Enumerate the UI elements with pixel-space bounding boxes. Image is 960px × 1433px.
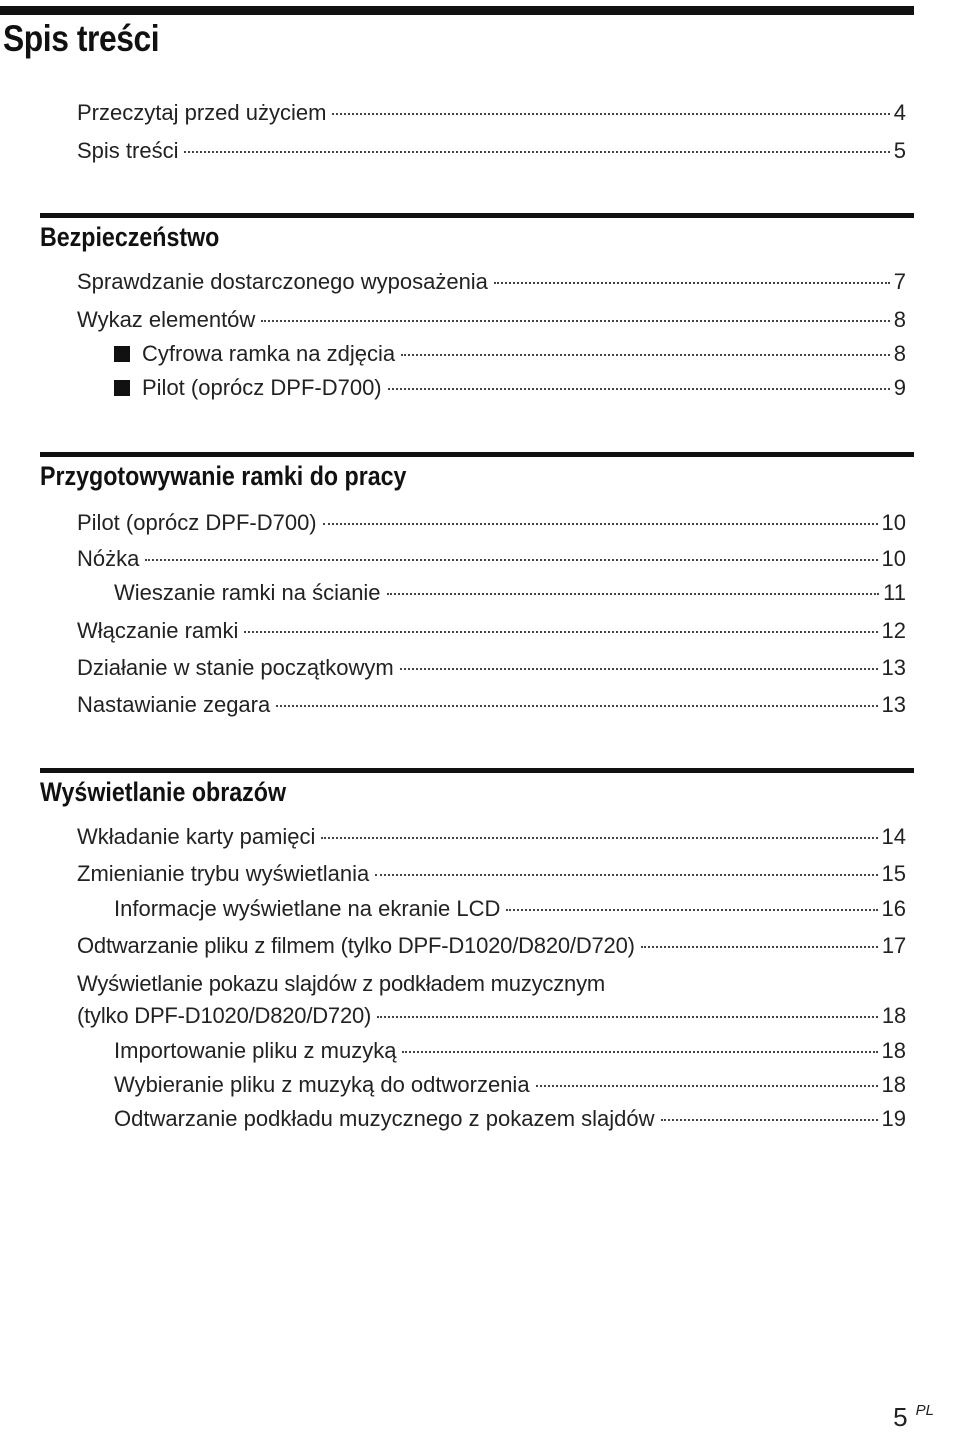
toc-entry[interactable] [77, 100, 906, 126]
toc-entry-page: 7 [893, 269, 906, 294]
toc-entry[interactable] [114, 341, 906, 367]
page-footer [893, 1402, 934, 1433]
toc-entry-label: Wybieranie pliku z muzyką do odtworzenia [114, 1072, 530, 1097]
toc-entry-label: (tylko DPF-D1020/D820/D720) [77, 1003, 372, 1028]
toc-entry[interactable] [114, 896, 906, 922]
toc-leader-dots [321, 837, 877, 839]
toc-entry-label: Zmienianie trybu wyświetlania [77, 861, 370, 886]
toc-entry-label: Włączanie ramki [77, 618, 239, 643]
toc-leader-dots [387, 593, 880, 595]
toc-entry-label-line1[interactable]: Wyświetlanie pokazu slajdów z podkładem muzycznym [77, 971, 605, 996]
toc-entry-label: Wykaz elementów [77, 307, 256, 332]
toc-entry-page: 13 [881, 692, 906, 717]
toc-leader-dots [244, 631, 877, 633]
toc-entry[interactable] [114, 375, 906, 401]
toc-entry[interactable] [77, 655, 906, 681]
toc-entry-page: 16 [881, 896, 906, 921]
toc-leader-dots [261, 320, 889, 322]
top-rule [0, 6, 914, 15]
toc-leader-dots [401, 354, 890, 356]
toc-entry[interactable] [77, 861, 906, 887]
toc-entry-label: Cyfrowa ramka na zdjęcia [142, 341, 396, 366]
toc-entry[interactable] [77, 1003, 906, 1029]
toc-leader-dots [377, 1016, 878, 1018]
toc-leader-dots [641, 946, 878, 948]
section-heading: Przygotowywanie ramki do pracy [40, 461, 407, 491]
toc-entry-label: Działanie w stanie początkowym [77, 655, 394, 680]
toc-entry[interactable] [77, 269, 906, 295]
toc-entry[interactable] [77, 824, 906, 850]
toc-entry-label: Nastawianie zegara [77, 692, 271, 717]
toc-entry-page: 13 [881, 655, 906, 680]
toc-entry-label: Informacje wyświetlane na ekranie LCD [114, 896, 501, 921]
toc-entry-label: Wkładanie karty pamięci [77, 824, 316, 849]
toc-entry-page: 15 [881, 861, 906, 886]
toc-entry-page: 12 [881, 618, 906, 643]
toc-entry[interactable] [77, 138, 906, 164]
toc-entry[interactable] [77, 618, 906, 644]
toc-leader-dots [506, 909, 877, 911]
toc-entry-label: Spis treści [77, 138, 179, 163]
toc-entry-page: 18 [881, 1003, 906, 1028]
toc-entry-page: 10 [881, 546, 906, 571]
toc-entry-page: 10 [881, 510, 906, 535]
toc-entry[interactable] [114, 1038, 906, 1064]
toc-leader-dots [184, 151, 889, 153]
toc-entry-page: 18 [881, 1038, 906, 1063]
toc-entry-label: Przeczytaj przed użyciem [77, 100, 327, 125]
section-rule [40, 452, 914, 457]
toc-leader-dots [661, 1119, 878, 1121]
toc-entry[interactable] [114, 580, 906, 606]
section-heading: Wyświetlanie obrazów [40, 777, 287, 807]
toc-entry-page: 4 [893, 100, 906, 125]
toc-leader-dots [276, 705, 877, 707]
toc-entry-page: 9 [893, 375, 906, 400]
toc-entry-page: 17 [881, 933, 906, 958]
section-rule [40, 768, 914, 773]
toc-entry[interactable] [77, 307, 906, 333]
toc-entry-page: 5 [893, 138, 906, 163]
toc-entry[interactable] [77, 510, 906, 536]
section-rule [40, 213, 914, 218]
toc-entry-label: Pilot (oprócz DPF-D700) [142, 375, 382, 400]
toc-entry-label: Importowanie pliku z muzyką [114, 1038, 397, 1063]
toc-leader-dots [332, 113, 889, 115]
toc-leader-dots [494, 282, 890, 284]
toc-entry-label: Odtwarzanie podkładu muzycznego z pokazem slajdów [114, 1106, 655, 1131]
toc-entry[interactable] [114, 1106, 906, 1132]
toc-leader-dots [145, 559, 877, 561]
toc-entry-page: 14 [881, 824, 906, 849]
toc-entry-page: 8 [893, 341, 906, 366]
square-bullet-icon [114, 346, 130, 362]
toc-entry[interactable] [77, 933, 906, 959]
toc-entry-label: Wieszanie ramki na ścianie [114, 580, 381, 605]
toc-leader-dots [375, 874, 877, 876]
toc-entry-label: Sprawdzanie dostarczonego wyposażenia [77, 269, 488, 294]
toc-entry-label: Pilot (oprócz DPF-D700) [77, 510, 317, 535]
toc-entry-page: 11 [883, 580, 906, 605]
toc-leader-dots [536, 1085, 878, 1087]
toc-entry[interactable] [77, 692, 906, 718]
toc-entry-page: 8 [893, 307, 906, 332]
toc-entry[interactable] [77, 546, 906, 572]
toc-entry-label: Nóżka [77, 546, 140, 571]
toc-entry-page: 18 [881, 1072, 906, 1097]
section-heading: Bezpieczeństwo [40, 222, 220, 252]
toc-leader-dots [323, 523, 878, 525]
toc-entry-label: Odtwarzanie pliku z filmem (tylko DPF-D1020/D820/D720) [77, 933, 635, 958]
language-code: PL [915, 1402, 934, 1419]
toc-leader-dots [402, 1051, 877, 1053]
square-bullet-icon [114, 380, 130, 396]
toc-entry-page: 19 [881, 1106, 906, 1131]
toc-leader-dots [388, 388, 890, 390]
toc-leader-dots [400, 668, 878, 670]
page-title: Spis treści [3, 18, 160, 59]
page-number: 5 [893, 1402, 908, 1432]
toc-entry[interactable] [114, 1072, 906, 1098]
